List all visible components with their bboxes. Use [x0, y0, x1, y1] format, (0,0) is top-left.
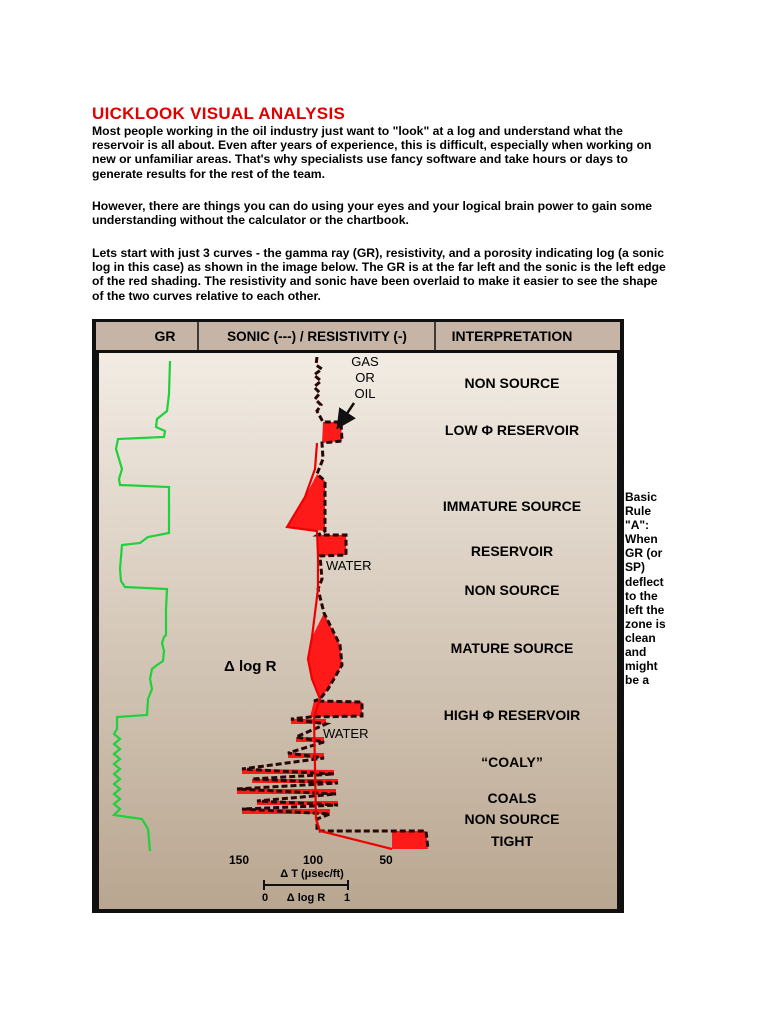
- interp-tight: TIGHT: [491, 833, 533, 849]
- interp-non-source-bottom: NON SOURCE: [464, 811, 560, 827]
- shade-reservoir: [318, 535, 346, 556]
- interp-non-source-middle: NON SOURCE: [464, 582, 560, 598]
- log-interpretation-figure: [92, 319, 624, 913]
- interp-mature-source: MATURE SOURCE: [450, 640, 574, 656]
- annotation-or: OR: [355, 370, 375, 385]
- sonic-tick-50: 50: [379, 853, 393, 867]
- basic-rule-note: Basic Rule "A": When GR (or SP) deflect to the left the zone is clean and might be a: [625, 490, 666, 688]
- sonic-tick-150: 150: [228, 853, 250, 867]
- interp-immature-source: IMMATURE SOURCE: [442, 498, 582, 514]
- interp-coaly: “COALY”: [481, 754, 543, 770]
- eyes-paragraph: However, there are things you can do using your eyes and your logical brain power to gain some understanding without the calculator or the chartbook.: [92, 199, 653, 228]
- annotation-delta-log-r: Δ log R: [224, 658, 277, 675]
- annotation-water-lower: WATER: [323, 726, 369, 741]
- sonic-unit-label: Δ T (μsec/ft): [280, 868, 344, 880]
- annotation-water-upper: WATER: [326, 558, 372, 573]
- sonic-tick-100: 100: [302, 853, 324, 867]
- annotation-oil: OIL: [354, 386, 376, 401]
- interp-coals: COALS: [487, 790, 537, 806]
- curves-paragraph: Lets start with just 3 curves - the gamma ray (GR), resistivity, and a porosity indicating log (a sonic log in this case) as shown in the image below. The GR is at the far left and the sonic is the left edge of the red shading. The resistivity and sonic have been overlaid to make it easier to see the shape of the two curves relative to each other.: [92, 246, 666, 303]
- log-r-tick-0: 0: [261, 892, 269, 904]
- intro-paragraph: Most people working in the oil industry just want to "look" at a log and understand what the reservoir is all about. Even after years of experience, this is difficult, especially when working on new or unfamiliar areas. That's why specialists use fancy software and take hours or days to generate results for the rest of the team.: [92, 124, 652, 181]
- log-r-scale-label: Δ log R: [286, 892, 326, 904]
- header-gr: GR: [154, 328, 176, 344]
- interp-high-phi-reservoir: HIGH Φ RESERVOIR: [443, 707, 581, 723]
- annotation-gas: GAS: [351, 354, 379, 369]
- interp-low-phi-reservoir: LOW Φ RESERVOIR: [444, 422, 580, 438]
- header-sonic-resistivity: SONIC (---) / RESISTIVITY (-): [227, 329, 407, 344]
- log-r-tick-1: 1: [343, 892, 351, 904]
- interp-non-source-top: NON SOURCE: [464, 375, 560, 391]
- page-title: UICKLOOK VISUAL ANALYSIS: [92, 104, 346, 123]
- header-interpretation: INTERPRETATION: [451, 328, 573, 344]
- shade-tight: [392, 831, 428, 849]
- interp-reservoir: RESERVOIR: [470, 543, 554, 559]
